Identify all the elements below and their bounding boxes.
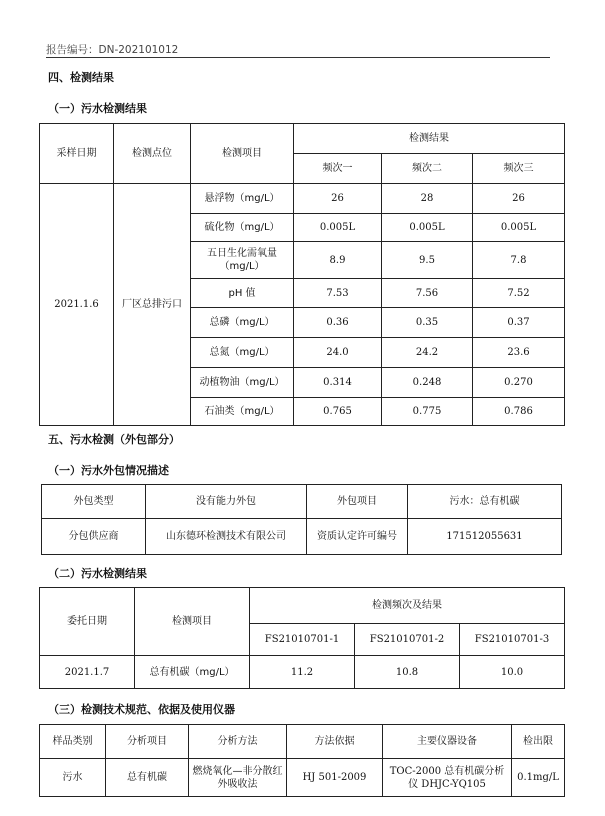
value-2: 28 [382,184,473,214]
sample-point: 厂区总排污口 [114,184,191,426]
outsource-item-value: 污水：总有机碳 [408,485,562,519]
col-header-detection-limit: 检出限 [512,725,565,759]
value-1: 11.2 [250,656,355,689]
section-4-1-title: （一）污水检测结果 [48,102,147,115]
col-header-freq-2: FS21010701-2 [355,624,460,656]
method-basis: HJ 501-2009 [287,759,383,797]
value-1: 0.36 [294,308,382,338]
section-5-title: 五、污水检测（外包部分） [48,433,180,446]
value-3: 0.37 [473,308,565,338]
value-2: 10.8 [355,656,460,689]
analysis-method: 燃烧氧化—非分散红外吸收法 [189,759,287,797]
value-2: 0.35 [382,308,473,338]
item-name: 总氮（mg/L） [191,338,294,368]
col-header-instrument: 主要仪器设备 [383,725,512,759]
value-3: 0.786 [473,398,565,426]
wastewater-results-table [39,123,565,426]
value-2: 24.2 [382,338,473,368]
value-1: 24.0 [294,338,382,368]
section-5-3-title: （三）检测技术规范、依据及使用仪器 [48,703,235,716]
header-divider [46,57,550,58]
value-1: 26 [294,184,382,214]
item-name: 总有机碳（mg/L） [135,656,250,689]
section-5-2-title: （二）污水检测结果 [48,567,147,580]
col-header-item: 检测项目 [191,124,294,184]
item-name: 动植物油（mg/L） [191,368,294,398]
col-header-date: 委托日期 [40,588,135,656]
item-name: 总磷（mg/L） [191,308,294,338]
value-3: 0.005L [473,214,565,242]
outsource-type-label: 外包类型 [42,485,146,519]
table-row [40,656,565,689]
item-name: 石油类（mg/L） [191,398,294,426]
item-name: 五日生化需氧量（mg/L） [191,242,294,279]
col-header-freq-3: 频次三 [473,154,565,184]
item-name: pH 值 [191,279,294,308]
value-3: 7.52 [473,279,565,308]
table-row [40,759,565,797]
item-name: 悬浮物（mg/L） [191,184,294,214]
detection-limit: 0.1mg/L [512,759,565,797]
value-3: 7.8 [473,242,565,279]
supplier-label: 分包供应商 [42,519,146,555]
outsource-type-value: 没有能力外包 [146,485,307,519]
col-header-sample-type: 样品类别 [40,725,106,759]
col-header-method-basis: 方法依据 [287,725,383,759]
col-header-freq-1: 频次一 [294,154,382,184]
analysis-item: 总有机碳 [106,759,189,797]
col-header-item: 检测项目 [135,588,250,656]
outsource-results-table [39,587,565,689]
value-1: 0.765 [294,398,382,426]
section-4-title: 四、检测结果 [48,71,114,84]
value-3: 23.6 [473,338,565,368]
value-2: 9.5 [382,242,473,279]
col-header-analysis-item: 分析项目 [106,725,189,759]
license-label: 资质认定许可编号 [307,519,408,555]
value-3: 10.0 [460,656,565,689]
outsource-table [41,484,562,555]
col-header-point: 检测点位 [114,124,191,184]
col-header-result: 检测结果 [294,124,565,154]
value-1: 8.9 [294,242,382,279]
sample-type: 污水 [40,759,106,797]
value-1: 0.005L [294,214,382,242]
sample-date: 2021.1.6 [40,184,114,426]
value-1: 0.314 [294,368,382,398]
value-2: 0.775 [382,398,473,426]
section-5-1-title: （一）污水外包情况描述 [48,464,169,477]
value-1: 7.53 [294,279,382,308]
col-header-date: 采样日期 [40,124,114,184]
col-header-freq-1: FS21010701-1 [250,624,355,656]
instrument: TOC-2000 总有机碳分析仪 DHJC-YQ105 [383,759,512,797]
method-table [39,724,565,797]
license-value: 171512055631 [408,519,562,555]
value-2: 0.005L [382,214,473,242]
col-header-freq-3: FS21010701-3 [460,624,565,656]
col-header-result: 检测频次及结果 [250,588,565,624]
value-2: 0.248 [382,368,473,398]
value-3: 26 [473,184,565,214]
col-header-freq-2: 频次二 [382,154,473,184]
item-name: 硫化物（mg/L） [191,214,294,242]
value-2: 7.56 [382,279,473,308]
value-3: 0.270 [473,368,565,398]
table-row [40,184,565,214]
entrust-date: 2021.1.7 [40,656,135,689]
supplier-value: 山东德环检测技术有限公司 [146,519,307,555]
outsource-item-label: 外包项目 [307,485,408,519]
col-header-analysis-method: 分析方法 [189,725,287,759]
report-number: 报告编号：DN-202101012 [46,44,179,56]
